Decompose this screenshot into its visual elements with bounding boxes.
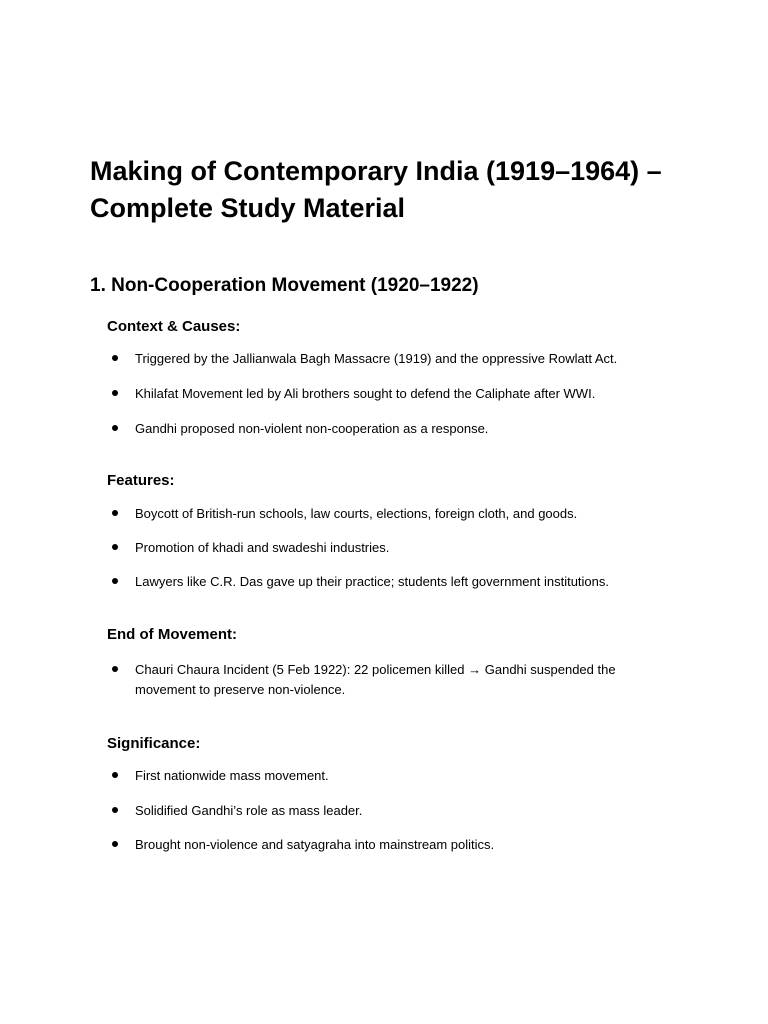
document-title: Making of Contemporary India (1919–1964) – Complete Study Material	[90, 156, 662, 223]
subheading-significance: Significance:	[107, 735, 201, 752]
list-item-text: First nationwide mass movement.	[135, 768, 329, 783]
bullet-icon	[112, 544, 118, 550]
list-item-text: Chauri Chaura Incident (5 Feb 1922): 22 policemen killed → Gandhi suspended the movement to preserve non-violence.	[135, 662, 616, 697]
list-item-text: Brought non-violence and satyagraha into mainstream politics.	[135, 837, 495, 852]
list-item-text: Promotion of khadi and swadeshi industries.	[135, 540, 390, 555]
list-item-text: Triggered by the Jallianwala Bagh Massacre (1919) and the oppressive Rowlatt Act.	[135, 351, 618, 366]
bullet-icon	[112, 841, 118, 847]
bullet-icon	[112, 425, 118, 431]
subheading-end-of-movement: End of Movement:	[107, 626, 237, 643]
bullet-icon	[112, 355, 118, 361]
bullet-icon	[112, 578, 118, 584]
subheading-features: Features:	[107, 472, 175, 489]
bullet-icon	[112, 772, 118, 778]
list-item-text: Gandhi proposed non-violent non-cooperation as a response.	[135, 421, 489, 436]
subheading-context-causes: Context & Causes:	[107, 318, 241, 335]
bullet-icon	[112, 666, 118, 672]
bullet-icon	[112, 390, 118, 396]
bullet-icon	[112, 510, 118, 516]
bullet-icon	[112, 807, 118, 813]
list-item-text: Solidified Gandhi’s role as mass leader.	[135, 803, 363, 818]
list-item-text: Lawyers like C.R. Das gave up their practice; students left government institutions.	[135, 574, 609, 589]
list-item-text: Boycott of British-run schools, law courts, elections, foreign cloth, and goods.	[135, 506, 578, 521]
list-item-text: Khilafat Movement led by Ali brothers sought to defend the Caliphate after WWI.	[135, 386, 596, 401]
section-heading: 1. Non-Cooperation Movement (1920–1922)	[90, 275, 479, 296]
